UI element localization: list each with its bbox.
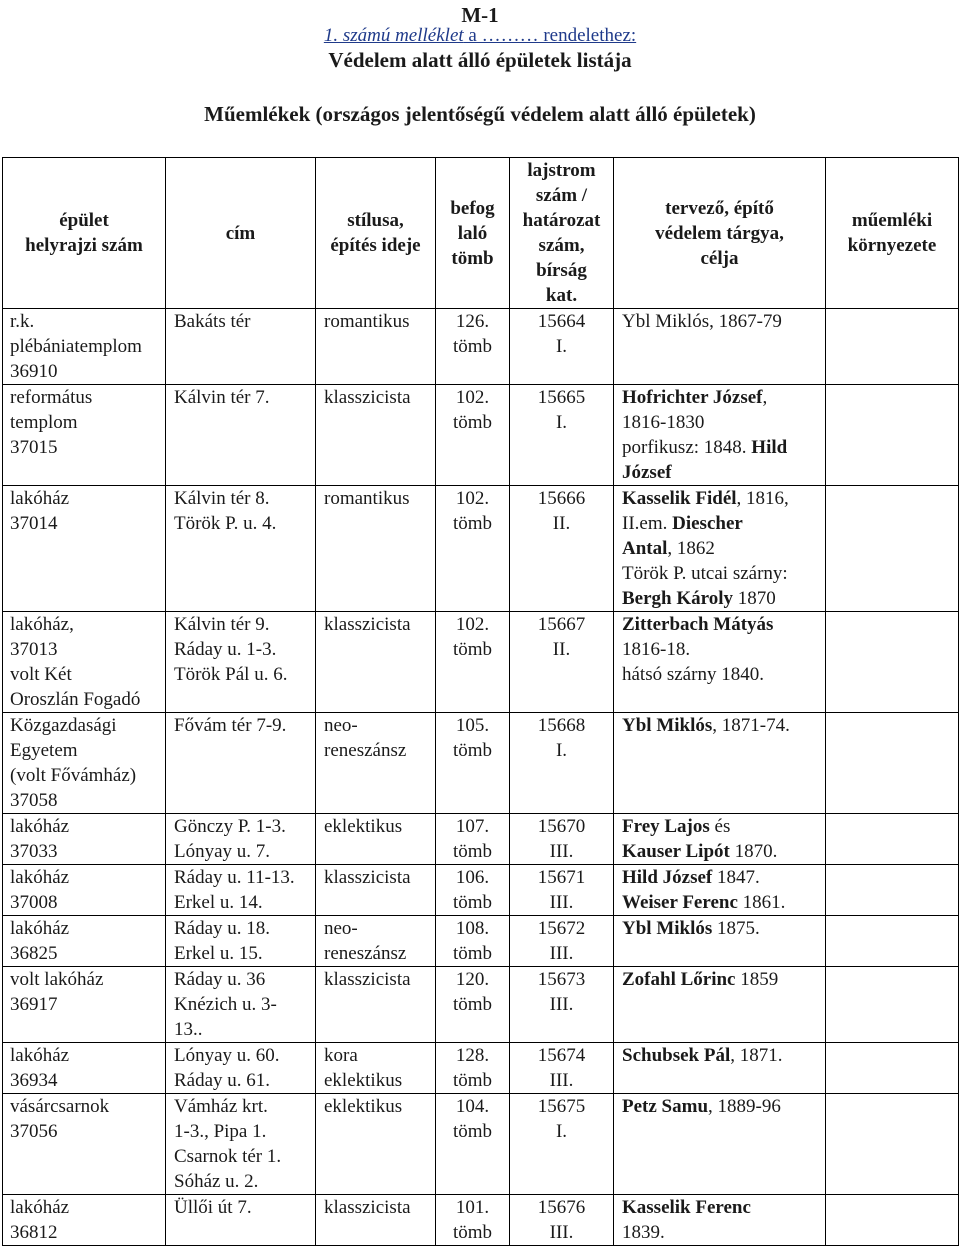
cell-address-text: Kálvin tér 8. Török P. u. 4. (174, 488, 277, 534)
monuments-table (2, 157, 959, 1246)
table-row (3, 1094, 959, 1195)
cell-block (436, 486, 510, 612)
document-code: M-1 (461, 3, 499, 27)
cell-address (166, 309, 316, 385)
designer-text: Ybl Miklós (622, 311, 710, 332)
cell-style (316, 713, 436, 814)
cell-registry (510, 612, 614, 713)
table-row (3, 814, 959, 865)
cell-designer (614, 713, 826, 814)
annex-reference (0, 25, 960, 47)
cell-block-text: 102. tömb (452, 614, 493, 660)
cell-environment (826, 1094, 959, 1195)
cell-block-text: 104. tömb (452, 1096, 493, 1142)
cell-address (166, 713, 316, 814)
cell-designer (614, 1195, 826, 1246)
table-row (3, 916, 959, 967)
col-header-environment: műemléki környezete (826, 158, 959, 309)
designer-text: 1859 (735, 969, 779, 990)
cell-style (316, 967, 436, 1043)
table-row (3, 385, 959, 486)
cell-registry (510, 713, 614, 814)
cell-environment (826, 916, 959, 967)
cell-registry-text: 15676 III. (537, 1197, 586, 1243)
cell-style-text: klasszicista (324, 867, 411, 888)
cell-address (166, 916, 316, 967)
cell-building (3, 612, 166, 713)
cell-building (3, 1094, 166, 1195)
designer-text: , 1867-79 (709, 311, 782, 332)
cell-environment (826, 1043, 959, 1094)
cell-building (3, 865, 166, 916)
designer-text: 1875. (712, 918, 760, 939)
cell-building-text: lakóház 37033 (10, 816, 70, 862)
cell-registry-text: 15671 III. (537, 867, 586, 913)
cell-building (3, 814, 166, 865)
cell-style-text: klasszicista (324, 387, 411, 408)
col-header-style: stílusa, építés ideje (316, 158, 436, 309)
annex-rest: a ……… rendelethez: (463, 25, 637, 46)
cell-address-text: Fővám tér 7-9. (174, 715, 287, 736)
cell-address-text: Gönczy P. 1-3. Lónyay u. 7. (174, 816, 286, 862)
designer-text: és (714, 816, 731, 837)
cell-block-text: 128. tömb (452, 1045, 493, 1091)
table-row (3, 865, 959, 916)
cell-building-text: volt lakóház 36917 (10, 969, 104, 1015)
cell-registry-text: 15665 I. (537, 387, 586, 433)
cell-style-text: romantikus (324, 311, 410, 332)
cell-building (3, 309, 166, 385)
table-row (3, 713, 959, 814)
designer-text: , 1862 Török P. utcai szárny: (622, 538, 788, 584)
cell-block (436, 916, 510, 967)
designer-text: Diescher Antal (622, 513, 743, 559)
designer-text: Zitterbach Mátyás (622, 614, 774, 635)
col-header-designer: tervező, építő védelem tárgya, célja (614, 158, 826, 309)
cell-address-text: Lónyay u. 60. Ráday u. 61. (174, 1045, 280, 1091)
cell-address-text: Üllői út 7. (174, 1197, 252, 1218)
cell-block-text: 105. tömb (452, 715, 493, 761)
designer-text: Ybl Miklós (622, 715, 713, 736)
designer-text: Hofrichter József (622, 387, 763, 408)
cell-designer (614, 486, 826, 612)
cell-block-text: 120. tömb (452, 969, 493, 1015)
designer-text: 1870. (729, 841, 778, 862)
table-header-row (3, 158, 959, 309)
cell-block-text: 108. tömb (452, 918, 493, 964)
cell-registry-text: 15667 II. (537, 614, 586, 660)
cell-style (316, 385, 436, 486)
cell-environment (826, 967, 959, 1043)
cell-block (436, 1094, 510, 1195)
table-row (3, 486, 959, 612)
cell-designer (614, 814, 826, 865)
cell-block-text: 101. tömb (452, 1197, 493, 1243)
cell-environment (826, 309, 959, 385)
cell-building-text: lakóház 36934 (10, 1045, 70, 1091)
table-row (3, 1043, 959, 1094)
cell-registry (510, 385, 614, 486)
col-header-building: épület helyrajzi szám (3, 158, 166, 309)
designer-text: Hild József (622, 867, 713, 888)
cell-address (166, 1094, 316, 1195)
cell-style (316, 916, 436, 967)
cell-block-text: 106. tömb (452, 867, 493, 913)
cell-style-text: romantikus (324, 488, 410, 509)
cell-address-text: Bakáts tér (174, 311, 251, 332)
cell-building-text: lakóház 37014 (10, 488, 70, 534)
cell-address (166, 865, 316, 916)
designer-text: , 1871-74. (712, 715, 790, 736)
cell-style (316, 1094, 436, 1195)
table-row (3, 967, 959, 1043)
cell-address (166, 612, 316, 713)
cell-style-text: eklektikus (324, 816, 403, 837)
cell-registry-text: 15673 III. (537, 969, 586, 1015)
cell-address (166, 814, 316, 865)
designer-text: Kasselik Fidél (622, 488, 737, 509)
cell-block (436, 385, 510, 486)
cell-building (3, 385, 166, 486)
col-header-block: befog laló tömb (436, 158, 510, 309)
cell-style (316, 486, 436, 612)
cell-building (3, 486, 166, 612)
cell-environment (826, 612, 959, 713)
cell-building-text: lakóház, 37013 volt Két Oroszlán Fogadó (10, 614, 141, 710)
cell-building (3, 1043, 166, 1094)
cell-block-text: 107. tömb (452, 816, 493, 862)
cell-style (316, 1195, 436, 1246)
cell-block (436, 1043, 510, 1094)
designer-text: Weiser Ferenc (622, 892, 738, 913)
cell-registry (510, 1043, 614, 1094)
cell-block (436, 612, 510, 713)
designer-text: , 1889-96 (708, 1096, 781, 1117)
document-subtitle: Műemlékek (országos jelentőségű védelem alatt álló épületek) (204, 102, 756, 126)
cell-block (436, 713, 510, 814)
annex-italic: 1. számú melléklet (323, 25, 464, 46)
cell-registry-text: 15670 III. (537, 816, 586, 862)
designer-text: Hild József (622, 437, 788, 483)
col-header-address: cím (166, 158, 316, 309)
cell-block (436, 865, 510, 916)
cell-block-text: 126. tömb (452, 311, 493, 357)
cell-building-text: lakóház 37008 (10, 867, 70, 913)
cell-address-text: Ráday u. 36 Knézich u. 3- 13.. (174, 969, 277, 1040)
cell-registry (510, 814, 614, 865)
cell-style (316, 865, 436, 916)
cell-address-text: Ráday u. 18. Erkel u. 15. (174, 918, 271, 964)
cell-registry (510, 309, 614, 385)
cell-style-text: klasszicista (324, 614, 411, 635)
cell-registry-text: 15672 III. (537, 918, 586, 964)
cell-style-text: neo- reneszánsz (324, 715, 407, 761)
cell-block-text: 102. tömb (452, 387, 493, 433)
cell-registry (510, 486, 614, 612)
cell-designer (614, 309, 826, 385)
designer-text: 1847. (717, 867, 760, 888)
cell-block (436, 309, 510, 385)
cell-address (166, 1043, 316, 1094)
cell-address (166, 1195, 316, 1246)
designer-text: 1870 (733, 588, 776, 609)
cell-block (436, 1195, 510, 1246)
cell-style-text: kora eklektikus (324, 1045, 403, 1091)
cell-designer (614, 385, 826, 486)
designer-text: Schubsek Pál (622, 1045, 731, 1066)
cell-building-text: r.k. plébániatemplom 36910 (10, 311, 142, 382)
cell-registry-text: 15675 I. (537, 1096, 586, 1142)
cell-building (3, 967, 166, 1043)
cell-environment (826, 713, 959, 814)
cell-environment (826, 486, 959, 612)
table-row (3, 1195, 959, 1246)
cell-designer (614, 865, 826, 916)
document-title: Védelem alatt álló épületek listája (328, 48, 632, 72)
cell-style (316, 612, 436, 713)
designer-text: 1861. (737, 892, 786, 913)
cell-designer (614, 1094, 826, 1195)
designer-text: , 1816-1830 porfikusz: 1848. (622, 387, 768, 458)
cell-address-text: Ráday u. 11-13. Erkel u. 14. (174, 867, 295, 913)
designer-text: , 1816, II.em. (622, 488, 789, 534)
table-row (3, 309, 959, 385)
cell-block-text: 102. tömb (452, 488, 493, 534)
cell-environment (826, 814, 959, 865)
cell-building-text: lakóház 36825 (10, 918, 70, 964)
cell-address-text: Kálvin tér 7. (174, 387, 270, 408)
designer-text: Kauser Lipót (622, 841, 730, 862)
cell-style-text: klasszicista (324, 969, 411, 990)
cell-environment (826, 385, 959, 486)
table-row (3, 612, 959, 713)
cell-registry-text: 15666 II. (537, 488, 586, 534)
designer-text: 1839. (622, 1222, 665, 1243)
cell-style (316, 1043, 436, 1094)
cell-style (316, 309, 436, 385)
cell-building (3, 916, 166, 967)
cell-registry (510, 967, 614, 1043)
cell-building (3, 1195, 166, 1246)
cell-address (166, 967, 316, 1043)
cell-building-text: Közgazdasági Egyetem (volt Fővámház) 37058 (10, 715, 137, 811)
cell-address (166, 385, 316, 486)
cell-style (316, 814, 436, 865)
cell-style-text: klasszicista (324, 1197, 411, 1218)
cell-environment (826, 1195, 959, 1246)
cell-environment (826, 865, 959, 916)
cell-registry (510, 865, 614, 916)
cell-designer (614, 916, 826, 967)
cell-designer (614, 612, 826, 713)
designer-text: Ybl Miklós (622, 918, 713, 939)
table-body (3, 309, 959, 1246)
cell-registry-text: 15664 I. (537, 311, 586, 357)
cell-registry (510, 1094, 614, 1195)
cell-building (3, 713, 166, 814)
cell-block (436, 814, 510, 865)
cell-building-text: református templom 37015 (10, 387, 93, 458)
cell-registry-text: 15668 I. (537, 715, 586, 761)
col-header-registry: lajstrom szám / határozat szám, bírság kat. (510, 158, 614, 309)
designer-text: Kasselik Ferenc (622, 1197, 751, 1218)
cell-address-text: Kálvin tér 9. Ráday u. 1-3. Török Pál u. 6. (174, 614, 288, 685)
designer-text: Zofahl Lőrinc (622, 969, 736, 990)
designer-text: Bergh Károly (622, 588, 734, 609)
cell-address (166, 486, 316, 612)
cell-style-text: neo- reneszánsz (324, 918, 407, 964)
cell-registry (510, 1195, 614, 1246)
designer-text: , 1871. (730, 1045, 783, 1066)
cell-building-text: vásárcsarnok 37056 (10, 1096, 110, 1142)
cell-designer (614, 1043, 826, 1094)
cell-registry (510, 916, 614, 967)
cell-designer (614, 967, 826, 1043)
cell-registry-text: 15674 III. (537, 1045, 586, 1091)
cell-style-text: eklektikus (324, 1096, 403, 1117)
designer-text: Petz Samu (622, 1096, 709, 1117)
cell-building-text: lakóház 36812 (10, 1197, 70, 1243)
cell-block (436, 967, 510, 1043)
cell-address-text: Vámház krt. 1-3., Pipa 1. Csarnok tér 1. Sóház u. 2. (174, 1096, 282, 1192)
designer-text: Frey Lajos (622, 816, 710, 837)
designer-text: 1816-18. hátsó szárny 1840. (622, 639, 764, 685)
